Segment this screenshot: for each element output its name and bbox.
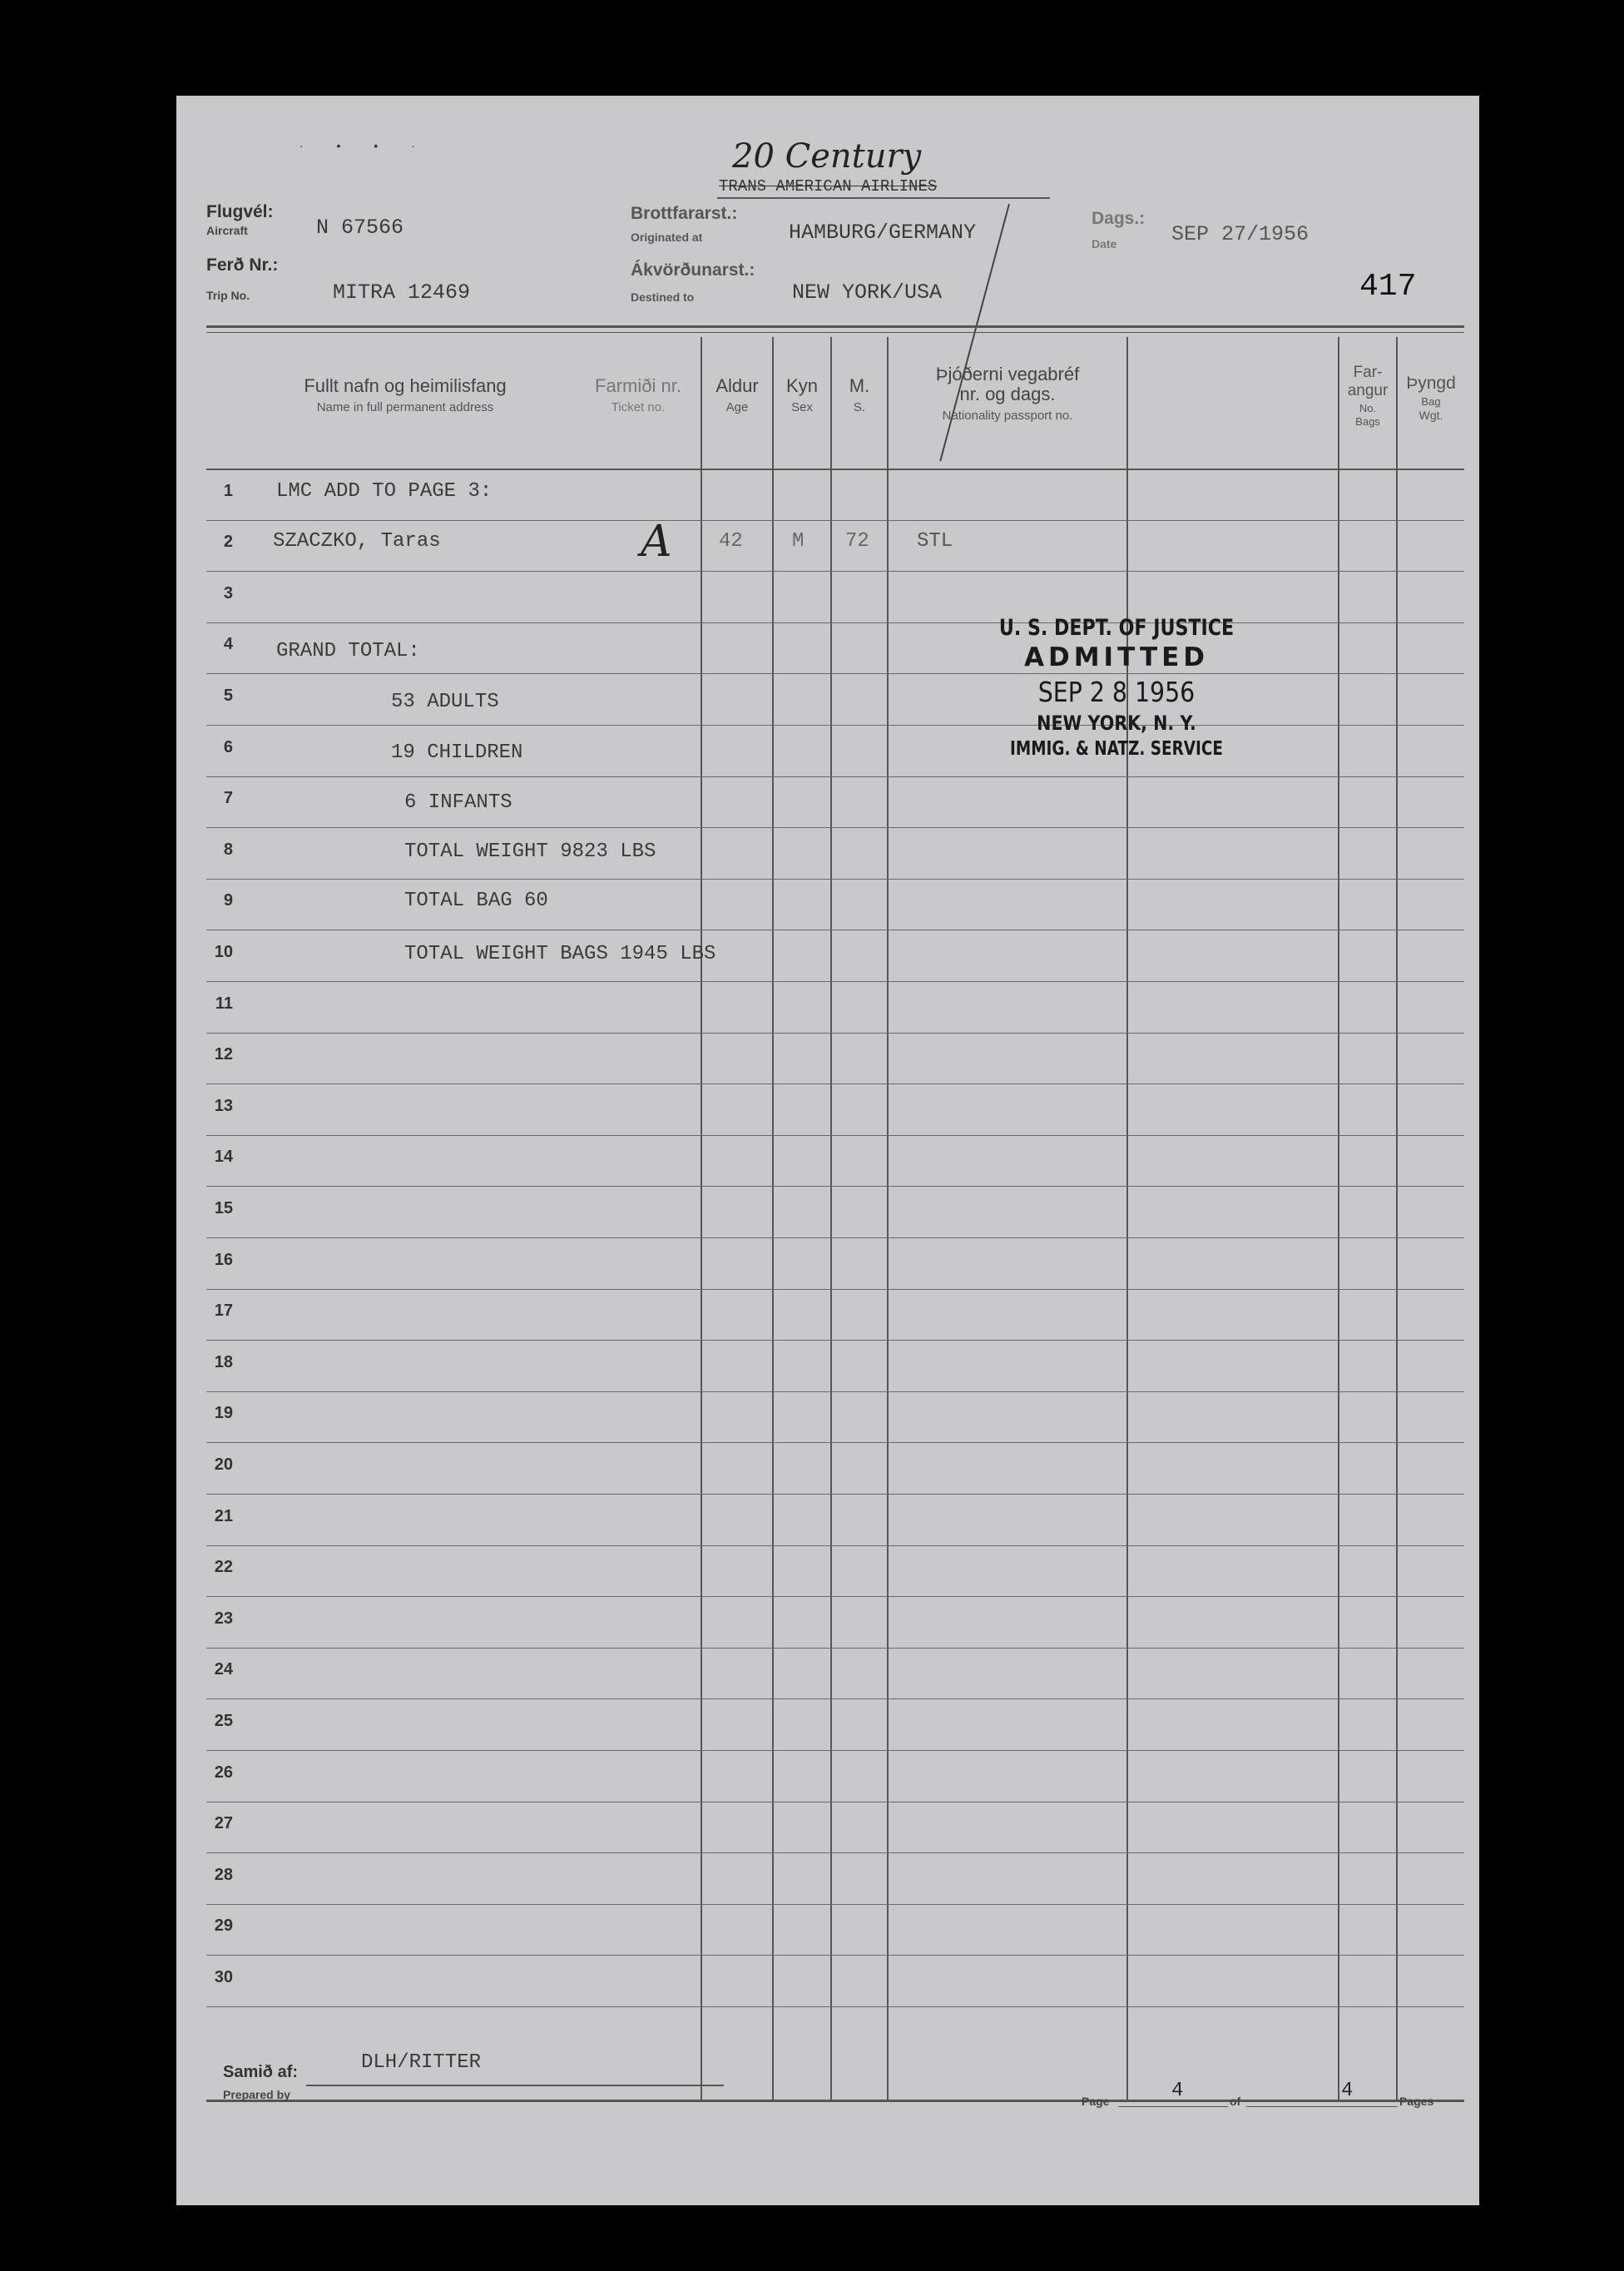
- col-line-wgt: [1396, 337, 1398, 2101]
- row-number: 27: [214, 1814, 233, 1833]
- column-header-rule: [206, 469, 1464, 470]
- col-bags-header-2: angur: [1347, 382, 1389, 399]
- top-specks: · • • ·: [300, 139, 430, 152]
- col-nat-header-2: nr. og dags.: [959, 384, 1056, 404]
- aircraft-label: Flugvél:: [206, 202, 274, 221]
- row2-ticket: A: [641, 517, 672, 567]
- page-value: 4: [1171, 2080, 1184, 2102]
- header-rule-2: [206, 332, 1464, 333]
- row-rule: [206, 1698, 1464, 1699]
- row-rule: [206, 1955, 1464, 1956]
- col-sex-header-en: Sex: [791, 400, 813, 414]
- col-nat-header-en: Nationality passport no.: [942, 409, 1073, 423]
- trip-label-en: Trip No.: [206, 289, 250, 302]
- row2-name: SZACZKO, Taras: [273, 530, 441, 553]
- total-weight-bags: TOTAL WEIGHT BAGS 1945 LBS: [404, 943, 716, 965]
- col-wgt-header: Þyngd: [1406, 374, 1456, 393]
- row-rule: [206, 981, 1464, 982]
- header-rule-1: [206, 325, 1464, 328]
- origin-value: HAMBURG/GERMANY: [789, 221, 977, 245]
- row-rule: [206, 1852, 1464, 1853]
- row1-entry: LMC ADD TO PAGE 3:: [276, 480, 493, 503]
- total-infants: 6 INFANTS: [404, 791, 512, 814]
- row-number: 25: [214, 1712, 233, 1730]
- col-line-age: [701, 337, 702, 2101]
- row-number: 3: [223, 583, 233, 602]
- row-number: 29: [214, 1916, 233, 1936]
- admission-stamp: [917, 615, 1316, 760]
- col-name-header-en: Name in full permanent address: [316, 400, 494, 414]
- destination-label-en: Destined to: [631, 290, 695, 304]
- trip-value: MITRA 12469: [333, 280, 471, 305]
- of-value: 4: [1341, 2080, 1354, 2102]
- col-line-nat: [1126, 337, 1128, 2101]
- row-number: 10: [214, 943, 233, 961]
- row-rule: [206, 1237, 1464, 1238]
- total-adults: 53 ADULTS: [391, 691, 499, 713]
- table-bottom-rule: [206, 2100, 1464, 2102]
- total-bags: TOTAL BAG 60: [404, 890, 548, 912]
- row-number: 12: [214, 1045, 233, 1064]
- row-rule: [206, 1494, 1464, 1495]
- row-rule: [206, 1186, 1464, 1187]
- manifest-sheet: [176, 96, 1479, 2205]
- col-ticket-header-en: Ticket no.: [611, 400, 666, 414]
- row-rule: [206, 776, 1464, 777]
- destination-label: Ákvörðunarst.:: [631, 260, 755, 280]
- page-label: Page: [1082, 2095, 1110, 2108]
- airline-underline: [717, 197, 1050, 199]
- row-number: 26: [214, 1763, 233, 1782]
- col-ms-header: M.: [849, 375, 870, 396]
- col-line-ms: [887, 337, 889, 2101]
- row-rule: [206, 1545, 1464, 1546]
- origin-label-en: Originated at: [631, 231, 703, 244]
- of-label: of: [1230, 2095, 1241, 2108]
- date-value: SEP 27/1956: [1171, 222, 1310, 246]
- row-rule: [206, 1135, 1464, 1136]
- col-sex-header: Kyn: [786, 375, 818, 396]
- stamp-line-1: U. S. DEPT. OF JUSTICE: [998, 615, 1235, 641]
- col-bags-header-en-2: Bags: [1355, 415, 1380, 428]
- row-rule: [206, 1904, 1464, 1905]
- row-number: 9: [223, 891, 233, 910]
- row-number: 7: [223, 789, 233, 808]
- prepared-by-value: DLH/RITTER: [361, 2051, 482, 2074]
- row-rule: [206, 1391, 1464, 1392]
- col-line-kyn: [830, 337, 832, 2101]
- row-rule: [206, 1596, 1464, 1597]
- row-number: 5: [223, 687, 233, 705]
- col-bags-header-1: Far-: [1353, 364, 1383, 381]
- row-number: 1: [223, 481, 233, 500]
- col-wgt-header-en-2: Wgt.: [1419, 409, 1443, 422]
- col-line-bags: [1338, 337, 1339, 2101]
- col-wgt-header-en-1: Bag: [1421, 395, 1441, 408]
- row-number: 15: [214, 1199, 233, 1217]
- col-line-sex: [772, 337, 774, 2101]
- aircraft-value: N 67566: [316, 216, 404, 240]
- row-rule: [206, 827, 1464, 828]
- airline-printed: TRANS AMERICAN AIRLINES: [719, 177, 938, 196]
- row-number: 24: [214, 1660, 233, 1679]
- row-number: 14: [214, 1148, 233, 1167]
- row-rule: [206, 1648, 1464, 1649]
- row-number: 13: [214, 1096, 233, 1115]
- row-number: 4: [223, 635, 233, 654]
- col-age-header-en: Age: [725, 400, 749, 414]
- col-bags-header-en-1: No.: [1359, 402, 1377, 414]
- stamp-line-4: NEW YORK, N. Y.: [1037, 712, 1196, 735]
- col-ticket-header: Farmiði nr.: [595, 375, 681, 396]
- prepared-by-label-en: Prepared by: [223, 2088, 290, 2101]
- row-number: 2: [223, 533, 233, 552]
- col-ms-header-en: S.: [853, 400, 866, 414]
- row-rule: [206, 520, 1464, 521]
- row-rule: [206, 571, 1464, 572]
- row-number: 22: [214, 1558, 233, 1577]
- trip-label: Ferð Nr.:: [206, 255, 279, 275]
- row-number: 21: [214, 1506, 233, 1525]
- row-rule: [206, 1442, 1464, 1443]
- row2-sex: M: [792, 530, 805, 553]
- col-nat-header-1: Þjóðerni vegabréf: [935, 364, 1080, 384]
- row2-nationality: STL: [917, 530, 953, 553]
- row-rule: [206, 1750, 1464, 1751]
- row-number: 20: [214, 1455, 233, 1474]
- stamp-line-5: IMMIG. & NATZ. SERVICE: [1010, 738, 1223, 760]
- row-number: 30: [214, 1968, 233, 1986]
- stamp-line-2: ADMITTED: [1023, 642, 1210, 672]
- aircraft-label-en: Aircraft: [206, 224, 248, 237]
- page-number: 417: [1359, 269, 1417, 305]
- of-underline: [1246, 2106, 1398, 2107]
- date-label-en: Date: [1092, 237, 1117, 250]
- grand-total-label: GRAND TOTAL:: [276, 640, 420, 662]
- row2-ms: 72: [845, 530, 869, 553]
- row-number: 17: [214, 1302, 233, 1321]
- row-rule: [206, 2006, 1464, 2007]
- col-age-header: Aldur: [715, 375, 759, 396]
- row-number: 23: [214, 1609, 233, 1628]
- row-number: 18: [214, 1352, 233, 1371]
- row-number: 11: [215, 994, 233, 1013]
- prepared-by-underline: [306, 2085, 724, 2086]
- row-rule: [206, 1033, 1464, 1034]
- row-number: 8: [223, 840, 233, 859]
- total-weight: TOTAL WEIGHT 9823 LBS: [404, 840, 656, 863]
- total-children: 19 CHILDREN: [391, 741, 523, 764]
- row2-age: 42: [719, 530, 743, 553]
- stamp-line-3: SEP 2 8 1956: [1037, 676, 1196, 708]
- row-rule: [206, 1083, 1464, 1084]
- date-label: Dags.:: [1092, 209, 1146, 228]
- origin-label: Brottfararst.:: [631, 204, 738, 223]
- row-rule: [206, 1340, 1464, 1341]
- row-number: 19: [214, 1404, 233, 1423]
- airline-handwritten: 20 Century: [732, 137, 922, 176]
- pages-label: Pages: [1399, 2095, 1434, 2108]
- col-name-header: Fullt nafn og heimilisfang: [304, 375, 507, 396]
- row-number: 6: [223, 737, 233, 756]
- row-number: 28: [214, 1865, 233, 1884]
- row-number: 16: [214, 1250, 233, 1269]
- page-underline: [1118, 2106, 1228, 2107]
- row-rule: [206, 1289, 1464, 1290]
- prepared-by-label: Samið af:: [223, 2063, 299, 2081]
- row-rule: [206, 879, 1464, 880]
- destination-value: NEW YORK/USA: [792, 280, 943, 305]
